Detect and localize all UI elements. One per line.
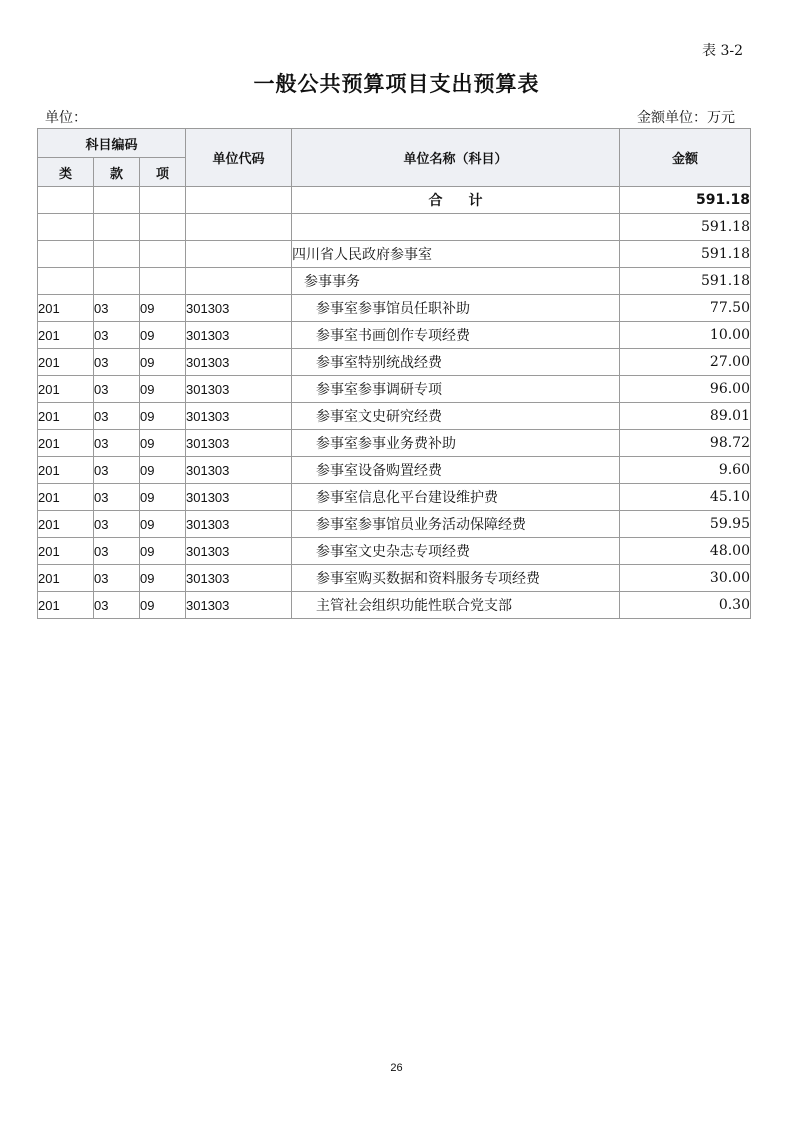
item-code: 09 — [140, 592, 186, 619]
summary-name — [292, 214, 620, 241]
table-code: 表 3-2 — [702, 43, 743, 59]
project-name: 参事室参事馆员业务活动保障经费 — [292, 511, 620, 538]
table-row — [38, 592, 751, 619]
summary-row — [38, 214, 751, 241]
header-subject-code: 科目编码 — [38, 129, 186, 158]
unit-code: 301303 — [186, 349, 292, 376]
section-code: 03 — [94, 538, 140, 565]
unit-code: 301303 — [186, 322, 292, 349]
header-item: 项 — [140, 158, 186, 187]
item-code: 09 — [140, 538, 186, 565]
header-unit-code: 单位代码 — [186, 129, 292, 187]
project-name: 参事室参事业务费补助 — [292, 430, 620, 457]
table-row — [38, 484, 751, 511]
table-row — [38, 349, 751, 376]
category-code: 201 — [38, 511, 94, 538]
project-amount: 89.01 — [620, 403, 751, 430]
section-code: 03 — [94, 376, 140, 403]
table-body — [38, 187, 751, 619]
summary-row — [38, 268, 751, 295]
table-row — [38, 322, 751, 349]
table-header — [38, 129, 751, 187]
item-code: 09 — [140, 430, 186, 457]
unit-code: 301303 — [186, 592, 292, 619]
table-row — [38, 511, 751, 538]
project-amount: 0.30 — [620, 592, 751, 619]
project-amount: 45.10 — [620, 484, 751, 511]
header-category: 类 — [38, 158, 94, 187]
unit-code: 301303 — [186, 430, 292, 457]
header-unit-name: 单位名称（科目） — [292, 129, 620, 187]
category-code: 201 — [38, 403, 94, 430]
category-code: 201 — [38, 430, 94, 457]
table-row — [38, 538, 751, 565]
section-code: 03 — [94, 457, 140, 484]
summary-amount: 591.18 — [620, 241, 751, 268]
summary-name: 参事事务 — [292, 268, 620, 295]
header-section: 款 — [94, 158, 140, 187]
section-code: 03 — [94, 349, 140, 376]
item-code: 09 — [140, 484, 186, 511]
summary-amount: 591.18 — [620, 214, 751, 241]
item-code: 09 — [140, 565, 186, 592]
project-name: 参事室书画创作专项经费 — [292, 322, 620, 349]
section-code: 03 — [94, 295, 140, 322]
project-name: 参事室特别统战经费 — [292, 349, 620, 376]
item-code: 09 — [140, 376, 186, 403]
section-code: 03 — [94, 322, 140, 349]
project-name: 参事室信息化平台建设维护费 — [292, 484, 620, 511]
item-code: 09 — [140, 457, 186, 484]
category-code: 201 — [38, 376, 94, 403]
section-code: 03 — [94, 565, 140, 592]
table-row — [38, 295, 751, 322]
item-code: 09 — [140, 349, 186, 376]
project-amount: 96.00 — [620, 376, 751, 403]
summary-row — [38, 241, 751, 268]
category-code: 201 — [38, 322, 94, 349]
project-amount: 59.95 — [620, 511, 751, 538]
project-name: 参事室参事馆员任职补助 — [292, 295, 620, 322]
summary-amount: 591.18 — [620, 268, 751, 295]
page-number: 26 — [390, 1062, 403, 1074]
unit-code: 301303 — [186, 376, 292, 403]
item-code: 09 — [140, 403, 186, 430]
unit-code: 301303 — [186, 511, 292, 538]
unit-code: 301303 — [186, 457, 292, 484]
item-code: 09 — [140, 511, 186, 538]
project-amount: 48.00 — [620, 538, 751, 565]
section-code: 03 — [94, 511, 140, 538]
category-code: 201 — [38, 538, 94, 565]
category-code: 201 — [38, 592, 94, 619]
unit-label: 单位： — [45, 110, 87, 126]
section-code: 03 — [94, 430, 140, 457]
category-code: 201 — [38, 349, 94, 376]
section-code: 03 — [94, 484, 140, 511]
project-name: 参事室文史杂志专项经费 — [292, 538, 620, 565]
category-code: 201 — [38, 295, 94, 322]
unit-code: 301303 — [186, 295, 292, 322]
unit-code: 301303 — [186, 565, 292, 592]
budget-table — [37, 128, 751, 619]
category-code: 201 — [38, 457, 94, 484]
unit-code: 301303 — [186, 538, 292, 565]
item-code: 09 — [140, 295, 186, 322]
section-code: 03 — [94, 592, 140, 619]
project-amount: 98.72 — [620, 430, 751, 457]
category-code: 201 — [38, 565, 94, 592]
project-amount: 10.00 — [620, 322, 751, 349]
table-row — [38, 376, 751, 403]
project-name: 参事室设备购置经费 — [292, 457, 620, 484]
header-amount: 金额 — [620, 129, 751, 187]
project-amount: 9.60 — [620, 457, 751, 484]
project-name: 参事室参事调研专项 — [292, 376, 620, 403]
table-row — [38, 403, 751, 430]
project-name: 主管社会组织功能性联合党支部 — [292, 592, 620, 619]
total-row — [38, 187, 751, 214]
project-amount: 77.50 — [620, 295, 751, 322]
page-title: 一般公共预算项目支出预算表 — [253, 72, 540, 96]
amount-unit-label: 金额单位：万元 — [637, 110, 735, 126]
section-code: 03 — [94, 403, 140, 430]
project-name: 参事室购买数据和资料服务专项经费 — [292, 565, 620, 592]
table-row — [38, 430, 751, 457]
table-row — [38, 565, 751, 592]
unit-code: 301303 — [186, 484, 292, 511]
project-amount: 27.00 — [620, 349, 751, 376]
total-amount: 591.18 — [620, 187, 751, 214]
project-amount: 30.00 — [620, 565, 751, 592]
total-label: 合计 — [292, 187, 620, 214]
category-code: 201 — [38, 484, 94, 511]
table-row — [38, 457, 751, 484]
project-name: 参事室文史研究经费 — [292, 403, 620, 430]
summary-name: 四川省人民政府参事室 — [292, 241, 620, 268]
unit-code: 301303 — [186, 403, 292, 430]
item-code: 09 — [140, 322, 186, 349]
